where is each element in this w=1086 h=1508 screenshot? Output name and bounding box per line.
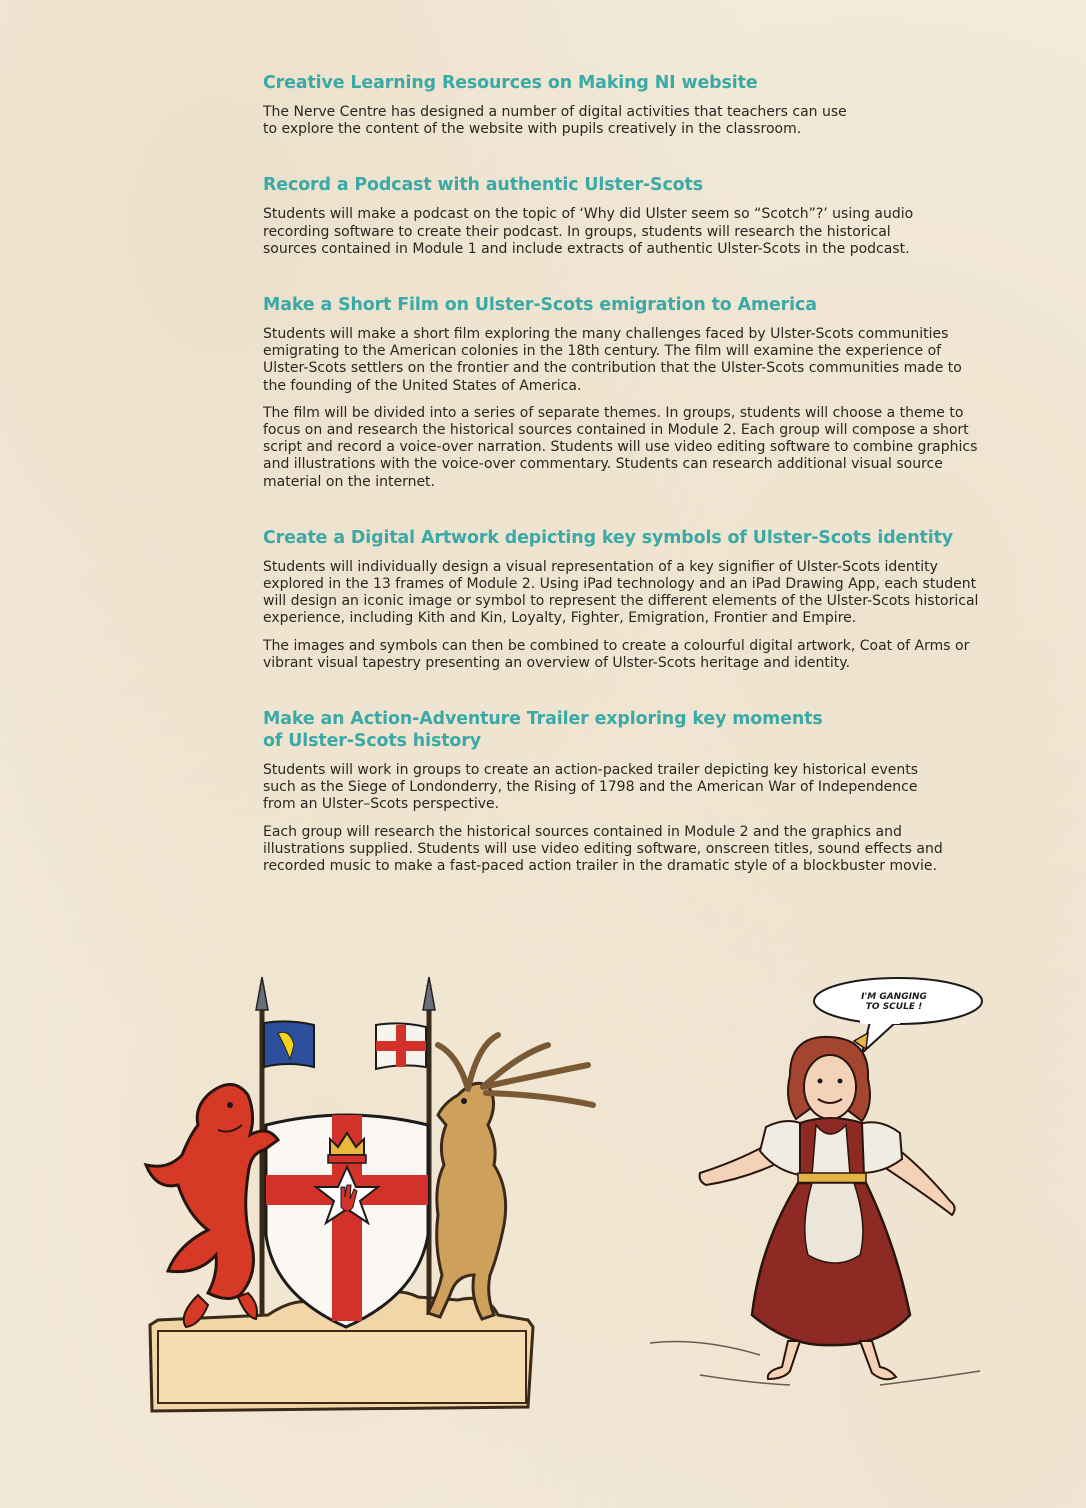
ulster-coat-of-arms-illustration [138, 975, 608, 1415]
section-heading: Make a Short Film on Ulster-Scots emigration to America [263, 295, 817, 316]
section-digital-artwork [263, 527, 998, 672]
section-paragraph: Students will make a podcast on the topic of ‘Why did Ulster seem so “Scotch”?’ using audio recording software to create their podcast. In groups, students will research the historical sources contained in Module 1 and include extracts of authentic Ulster-Scots in the podcast. [263, 206, 914, 257]
section-creative-learning [263, 72, 998, 138]
main-content [263, 72, 998, 911]
speech-bubble-line-1: I'M GANGING [861, 992, 927, 1002]
section-paragraph: Students will make a short film exploring the many challenges faced by Ulster-Scots communities emigrating to the American colonies in the 18th century. The film will examine the experience of Ulster-Scots settlers on the frontier and the contribution that the Ulster-Scots communities made to the founding of the United States of America. [263, 326, 962, 394]
section-short-film [263, 294, 998, 491]
section-heading: Create a Digital Artwork depicting key symbols of Ulster-Scots identity [263, 527, 954, 548]
section-paragraph: Students will work in groups to create an action-packed trailer depicting key historical events such as the Siege of Londonderry, the Rising of 1798 and the American War of Independence from an Ulster–Scots perspective. [263, 762, 919, 813]
section-heading: Record a Podcast with authentic Ulster-Scots [263, 175, 703, 196]
section-paragraph: The Nerve Centre has designed a number of digital activities that teachers can use to explore the content of the website with pupils creatively in the classroom. [263, 104, 847, 138]
section-heading: Creative Learning Resources on Making NI website [263, 73, 758, 93]
speech-bubble-line-2: TO SCULE ! [865, 1002, 923, 1012]
section-trailer [263, 708, 998, 875]
section-podcast [263, 174, 998, 258]
section-paragraph: The film will be divided into a series of separate themes. In groups, students will choose a theme to focus on and research the historical sources contained in Module 2. Each group will compose a short script and record a voice-over narration. Students will use video editing software to combine graphics and illustrations with the voice-over commentary. Students can research additional visual source material on the internet. [263, 404, 978, 490]
section-paragraph: Each group will research the historical sources contained in Module 2 and the graphics and illustrations supplied. Students will use video editing software, onscreen titles, sound effects and recorded music to make a fast-paced action trailer in the dramatic style of a blockbuster movie. [263, 823, 943, 875]
section-paragraph: The images and symbols can then be combined to create a colourful digital artwork, Coat of Arms or vibrant visual tapestry presenting an overview of Ulster-Scots heritage and identity. [263, 637, 970, 671]
girl-illustration [640, 975, 990, 1395]
section-heading: Make an Action-Adventure Trailer exploring key moments of Ulster-Scots history [263, 709, 823, 752]
section-paragraph: Students will individually design a visual representation of a key signifier of Ulster-Scots identity explored in the 13 frames of Module 2. Using iPad technology and an iPad Drawing App, each student will design an iconic image or symbol to represent the different elements of the Ulster-Scots historical experience, including Kith and Kin, Loyalty, Fighter, Emigration, Frontier and Empire. [263, 558, 979, 627]
